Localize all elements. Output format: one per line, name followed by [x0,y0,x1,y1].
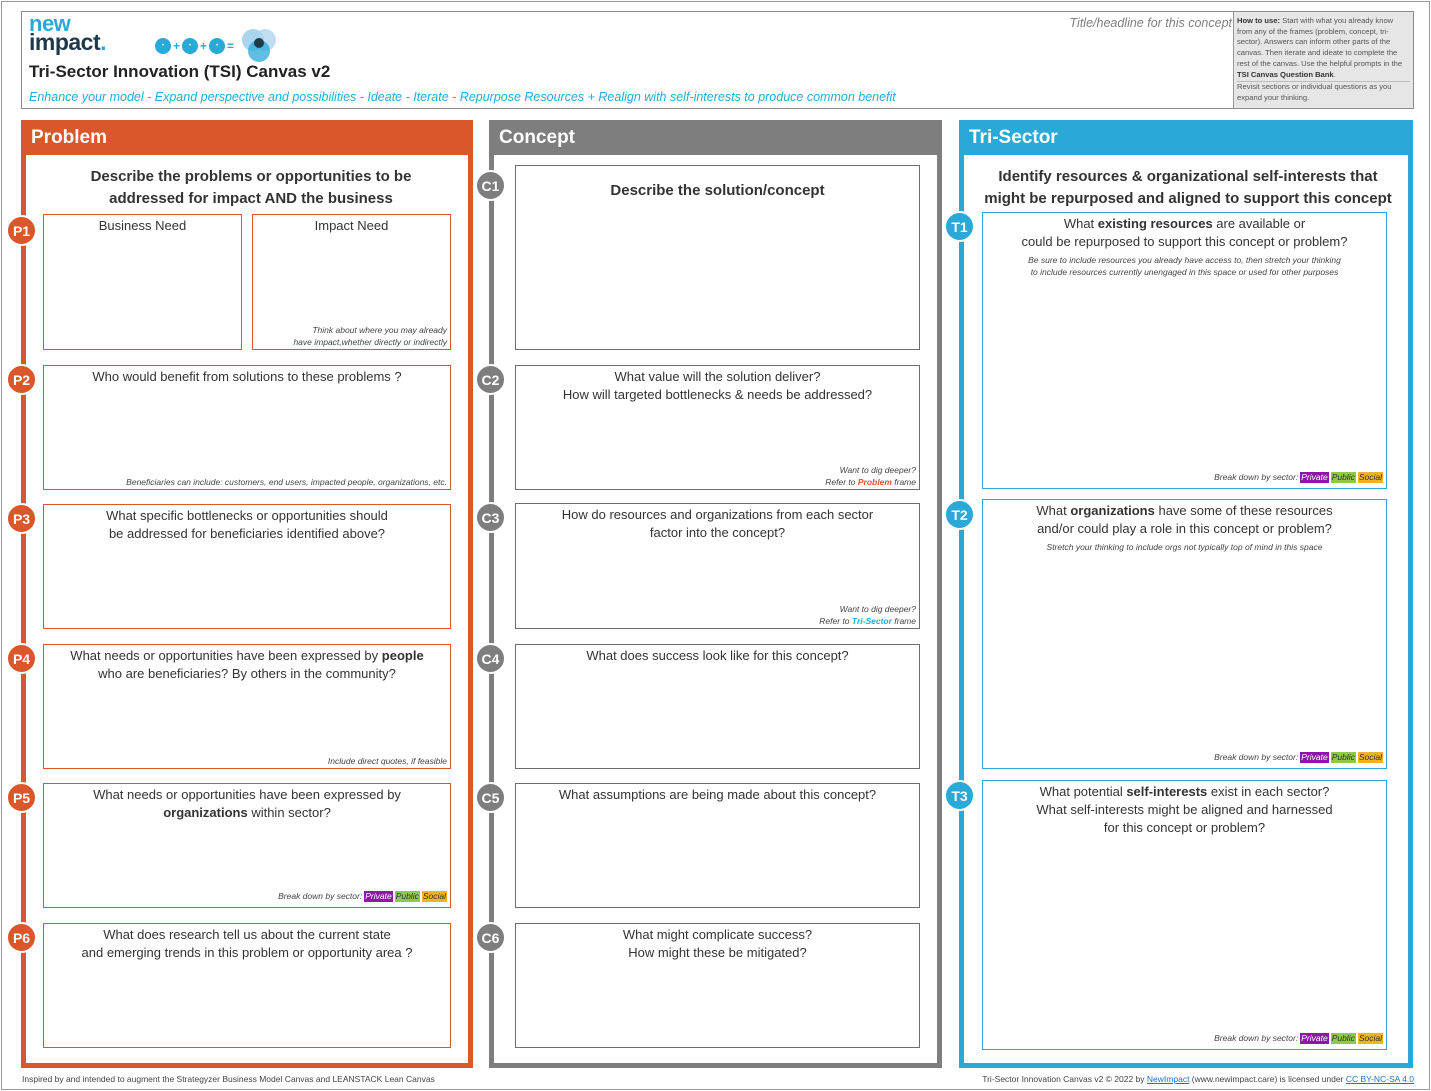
p4-badge: P4 [6,643,37,674]
canvas-title: Tri-Sector Innovation (TSI) Canvas v2 [29,62,331,81]
public-tag: Public [395,890,419,901]
newimpact-link[interactable]: NewImpact [1146,1074,1190,1084]
how-to-use-box: How to use: Start with what you already know from any of the frames (problem, concept, tri-sector). Answers can inform other parts of the canvas. Then iterate and ideate to complete the rest of the canvas. Use the helpful prompts in the TSI Canvas Question Bank. Revisit sections or individual questions as you expand your thinking. [1233,12,1413,108]
social-tag: Social [1358,751,1382,762]
canvas-header [21,11,1414,109]
canvas-tagline: Enhance your model - Expand perspective and possibilities - Ideate - Iterate - Repurpose Resources + Realign with self-interests to produce common benefit [29,90,896,104]
p3-badge: P3 [6,503,37,534]
social-tag: Social [1358,1032,1382,1043]
private-tag: Private [1301,751,1328,762]
c6-box[interactable]: What might complicate success? How might these be mitigated? [515,923,920,1048]
t1-badge: T1 [944,211,975,242]
c1-box[interactable]: Describe the solution/concept [515,165,920,350]
sector-breakdown: Break down by sector: Private Public Social [278,890,446,901]
p1-business-need-box[interactable]: Business Need [43,214,242,350]
public-tag: Public [1331,471,1355,482]
tri-sector-frame [959,120,1413,1068]
c5-box[interactable]: What assumptions are being made about this concept? [515,783,920,908]
tri-sector-heading: Tri-Sector [964,125,1408,155]
social-tag: Social [422,890,446,901]
c1-badge: C1 [475,170,506,201]
footer-license: Tri-Sector Innovation Canvas v2 © 2022 by NewImpact (www.newimpact.care) is licensed under CC BY-NC-SA 4.0 [982,1074,1414,1084]
public-tag: Public [1331,1032,1355,1043]
sector-flow-graphic: • + • + • = [155,28,278,64]
p2-badge: P2 [6,364,37,395]
tri-sector-subheading: Identify resources & organizational self-interests that might be repurposed and aligned to support this concept [984,168,1392,207]
c3-box[interactable]: How do resources and organizations from each sector factor into the concept? Want to dig deeper? Refer to Tri-Sector frame [515,503,920,629]
problem-heading: Problem [26,125,468,155]
t1-box[interactable]: What existing resources are available or could be repurposed to support this concept or problem? Be sure to include resources you already have access to, then stretch your thinking to include resources currently unengaged in this space or used for other purposes Break down by sector: Private Public Social [982,212,1387,489]
c4-box[interactable]: What does success look like for this concept? [515,644,920,769]
p6-badge: P6 [6,922,37,953]
sector-breakdown: Break down by sector: Private Public Social [1214,751,1382,762]
concept-headline-field[interactable]: Title/headline for this concept [1069,16,1232,30]
public-tag: Public [1331,751,1355,762]
c3-badge: C3 [475,502,506,533]
c4-badge: C4 [475,643,506,674]
private-tag: Private [1301,471,1328,482]
p6-box[interactable]: What does research tell us about the current state and emerging trends in this problem or opportunity area ? [43,923,451,1048]
t2-badge: T2 [944,499,975,530]
p5-badge: P5 [6,782,37,813]
t2-box[interactable]: What organizations have some of these resources and/or could play a role in this concept or problem? Stretch your thinking to include orgs not typically top of mind in this space Break down by sector: Private Public Social [982,499,1387,769]
p1-impact-need-box[interactable]: Impact Need Think about where you may already have impact,whether directly or indirectly [252,214,451,350]
t3-badge: T3 [944,780,975,811]
venn-diagram-icon [238,28,278,64]
private-tag: Private [1301,1032,1328,1043]
c2-badge: C2 [475,364,506,395]
problem-frame [21,120,473,1068]
p5-box[interactable]: What needs or opportunities have been expressed by organizations within sector? Break down by sector: Private Public Social [43,783,451,908]
sector-circle-icon: • [209,38,225,54]
p3-box[interactable]: What specific bottlenecks or opportunities should be addressed for beneficiaries identified above? [43,504,451,629]
social-tag: Social [1358,471,1382,482]
footer-attribution: Inspired by and intended to augment the Strategyzer Business Model Canvas and LEANSTACK Lean Canvas [22,1074,435,1084]
concept-heading: Concept [494,125,937,155]
sector-circle-icon: • [155,38,171,54]
problem-subheading: Describe the problems or opportunities to be addressed for impact AND the business [90,168,412,207]
concept-frame [489,120,942,1068]
newimpact-logo: new impact. [29,11,107,55]
p4-box[interactable]: What needs or opportunities have been expressed by people who are beneficiaries? By others in the community? Include direct quotes, if feasible [43,644,451,769]
c5-badge: C5 [475,782,506,813]
c6-badge: C6 [475,922,506,953]
p2-box[interactable]: Who would benefit from solutions to these problems ? Beneficiaries can include: customers, end users, impacted people, organizations, etc. [43,365,451,490]
t3-box[interactable]: What potential self-interests exist in each sector? What self-interests might be aligned and harnessed for this concept or problem? Break down by sector: Private Public Social [982,780,1387,1050]
private-tag: Private [365,890,392,901]
c2-box[interactable]: What value will the solution deliver? How will targeted bottlenecks & needs be addressed? Want to dig deeper? Refer to Problem frame [515,365,920,490]
sector-circle-icon: • [182,38,198,54]
license-link[interactable]: CC BY-NC-SA 4.0 [1345,1074,1414,1084]
p1-badge: P1 [6,215,37,246]
sector-breakdown: Break down by sector: Private Public Social [1214,1032,1382,1043]
sector-breakdown: Break down by sector: Private Public Social [1214,471,1382,482]
